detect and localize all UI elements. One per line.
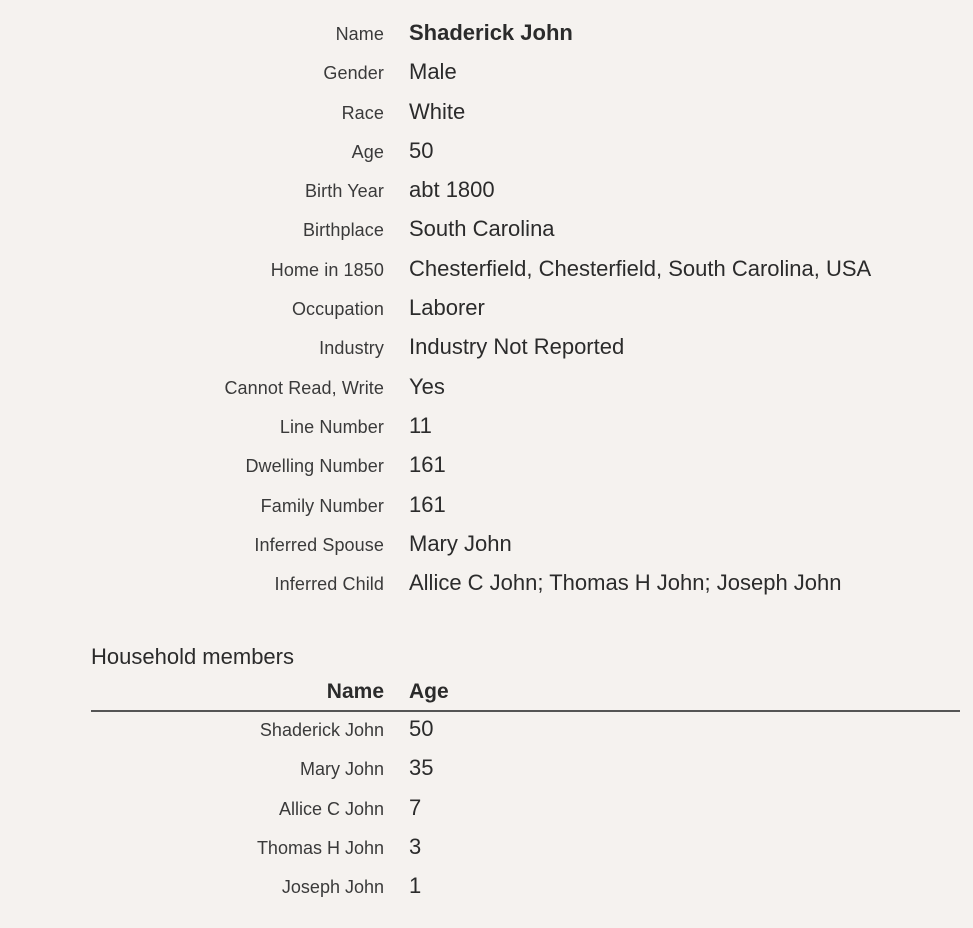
record-label: Dwelling Number <box>245 456 384 477</box>
household-table-header <box>91 674 960 712</box>
member-age: 7 <box>409 794 422 820</box>
record-label: Line Number <box>279 416 384 437</box>
record-label: Age <box>351 141 384 162</box>
record-row-gender <box>0 59 973 98</box>
record-row-dwelling-number <box>0 452 973 491</box>
record-value: Mary John <box>409 530 512 556</box>
record-value: Laborer <box>409 295 485 321</box>
record-label: Family Number <box>260 495 384 516</box>
member-age: 50 <box>409 716 434 741</box>
record-value: 161 <box>409 452 446 478</box>
record-label: Birth Year <box>304 181 384 202</box>
record-row-literacy <box>0 374 973 413</box>
record-row-age <box>0 138 973 177</box>
record-details <box>0 20 973 609</box>
table-row <box>91 755 960 794</box>
member-age: 35 <box>409 755 434 781</box>
record-label: Cannot Read, Write <box>224 377 384 398</box>
member-name: Mary John <box>299 759 384 780</box>
record-row-birth-year <box>0 177 973 216</box>
record-value: Chesterfield, Chesterfield, South Carolina, USA <box>409 255 872 281</box>
record-label: Inferred Spouse <box>254 534 384 555</box>
record-value: Allice C John; Thomas H John; Joseph John <box>409 570 842 596</box>
record-label: Home in 1850 <box>270 259 384 280</box>
member-name: Shaderick John <box>259 720 384 740</box>
member-name: Joseph John <box>281 877 384 898</box>
column-header-age: Age <box>409 680 449 703</box>
record-value: Yes <box>409 373 445 399</box>
household-title: Household members <box>91 644 294 669</box>
record-row-inferred-spouse <box>0 531 973 570</box>
household-table-body <box>91 712 960 912</box>
record-row-name <box>0 20 973 59</box>
table-row <box>91 834 960 873</box>
record-value: 50 <box>409 137 434 163</box>
record-value: Male <box>409 59 457 85</box>
record-row-industry <box>0 334 973 373</box>
record-value: 11 <box>409 412 432 438</box>
record-label: Birthplace <box>302 220 384 241</box>
table-row <box>91 795 960 834</box>
record-label: Occupation <box>291 299 384 320</box>
record-row-inferred-child <box>0 570 973 609</box>
record-row-family-number <box>0 492 973 531</box>
record-value: South Carolina <box>409 216 555 242</box>
record-label: Inferred Child <box>274 574 384 595</box>
household-table <box>91 674 960 912</box>
record-value: White <box>409 98 466 124</box>
record-value: abt 1800 <box>409 177 495 203</box>
member-age: 1 <box>409 873 422 899</box>
record-label: Race <box>341 102 384 123</box>
record-row-line-number <box>0 413 973 452</box>
record-row-home <box>0 256 973 295</box>
record-row-race <box>0 99 973 138</box>
table-row <box>91 716 960 755</box>
record-label: Industry <box>319 338 384 359</box>
record-row-birthplace <box>0 216 973 255</box>
record-value: 161 <box>409 491 446 517</box>
member-name: Allice C John <box>278 798 384 819</box>
record-label: Gender <box>323 63 384 84</box>
record-row-occupation <box>0 295 973 334</box>
record-value: Shaderick John <box>409 20 573 45</box>
record-label: Name <box>335 24 384 44</box>
member-age: 3 <box>409 833 422 859</box>
record-value: Industry Not Reported <box>409 334 625 360</box>
table-row <box>91 873 960 912</box>
member-name: Thomas H John <box>256 837 384 858</box>
column-header-name: Name <box>326 680 384 703</box>
